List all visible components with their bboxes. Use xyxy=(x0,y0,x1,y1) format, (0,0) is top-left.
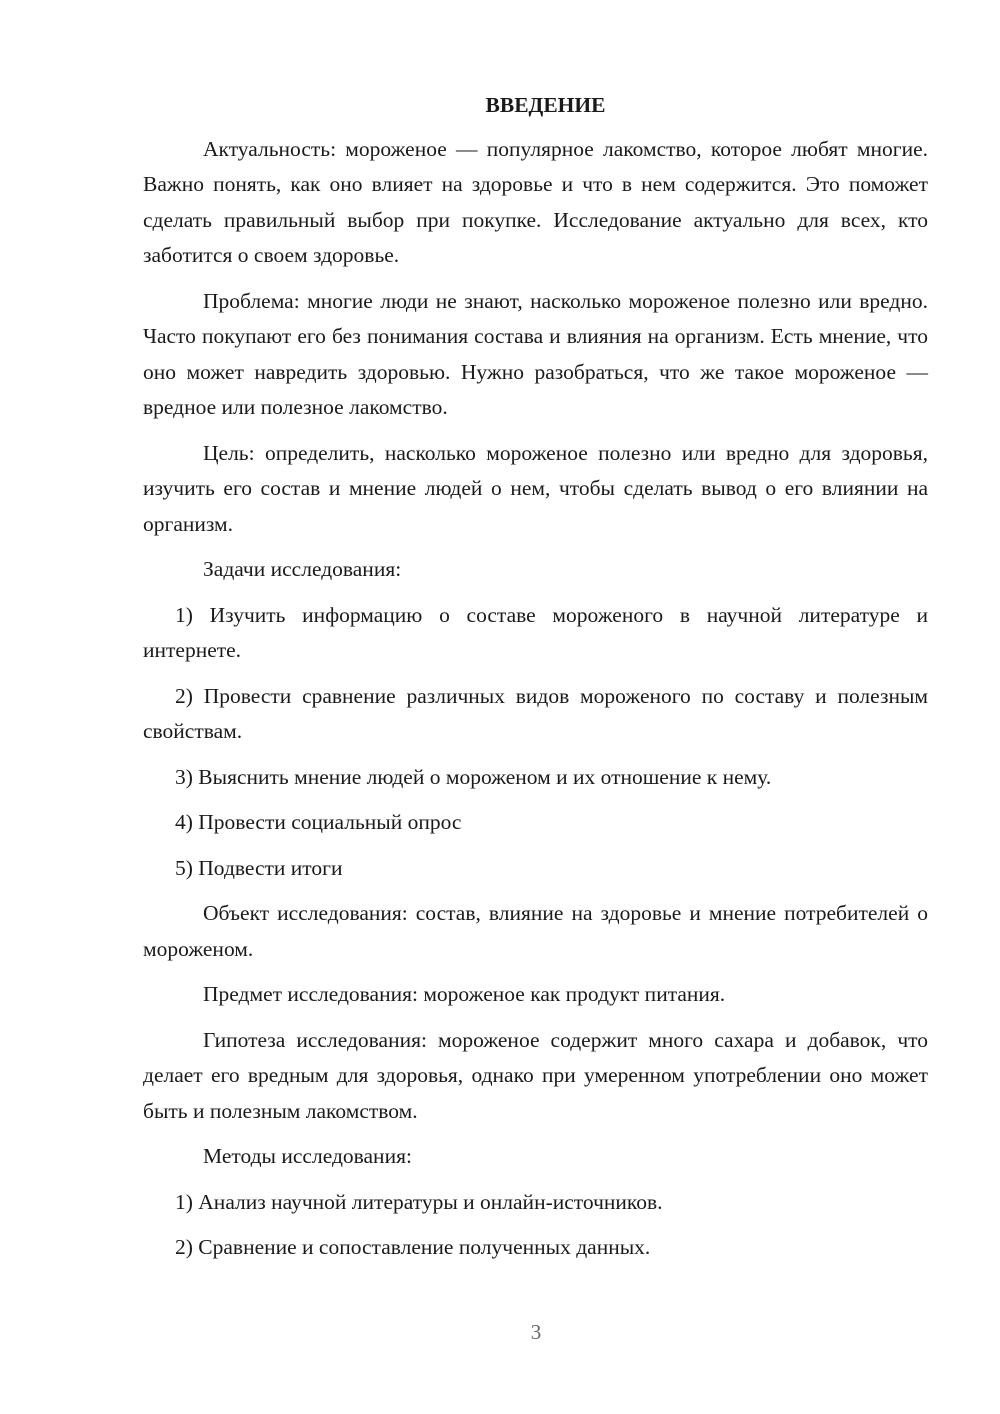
task-item: 3) Выяснить мнение людей о мороженом и их отношение к нему. xyxy=(175,764,772,789)
task-item: 5) Подвести итоги xyxy=(175,855,343,880)
paragraph-subject: Предмет исследования: мороженое как продукт питания. xyxy=(203,982,726,1006)
task-item: 4) Провести социальный опрос xyxy=(175,810,462,834)
method-item: 2) Сравнение и сопоставление полученных данных. xyxy=(175,1235,651,1259)
task-item: 1) Изучить информацию о составе мороженого в научной литературе и интернете. xyxy=(143,602,928,662)
section-heading: ВВЕДЕНИЕ xyxy=(485,93,606,117)
paragraph-tasks-title: Задачи исследования: xyxy=(203,557,402,581)
method-item: 1) Анализ научной литературы и онлайн-источников. xyxy=(175,1189,663,1214)
page-number: 3 xyxy=(530,1320,542,1344)
paragraph-problem: Проблема: многие люди не знают, насколько мороженое полезно или вредно. Часто покупают его без понимания состава и влияния на организм. Есть мнение, что оно может навредить здоровью. Нужно разобраться, что же такое мороженое — вредное или полезное лакомство. xyxy=(143,288,928,419)
task-item: 2) Провести сравнение различных видов мороженого по составу и полезным свойствам. xyxy=(143,683,928,743)
paragraph-goal: Цель: определить, насколько мороженое полезно или вредно для здоровья, изучить его состав и мнение людей о нем, чтобы сделать вывод о его влиянии на организм. xyxy=(143,440,928,536)
paragraph-object: Объект исследования: состав, влияние на здоровье и мнение потребителей о мороженом. xyxy=(143,901,928,961)
paragraph-hypothesis: Гипотеза исследования: мороженое содержит много сахара и добавок, что делает его вредным для здоровья, однако при умеренном употреблении оно может быть и полезным лакомством. xyxy=(143,1027,928,1123)
paragraph-relevance: Актуальность: мороженое — популярное лакомство, которое любят многие. Важно понять, как оно влияет на здоровье и что в нем содержится. Это поможет сделать правильный выбор при покупке. Исследование актуально для всех, кто заботится о своем здоровье. xyxy=(143,136,928,267)
paragraph-methods-title: Методы исследования: xyxy=(203,1144,412,1168)
page-content xyxy=(143,88,928,1276)
